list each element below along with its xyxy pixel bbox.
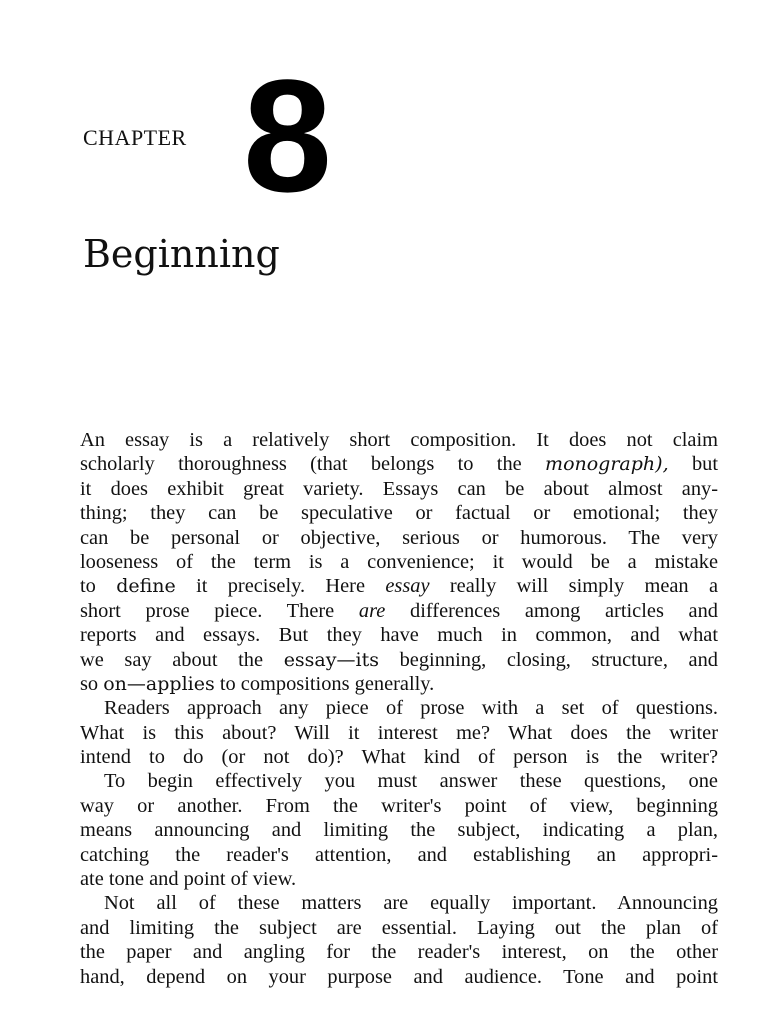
paragraph-4-line-1: Not all of these matters are equally important. Announcing: [104, 892, 718, 915]
italic-term-are: are: [358, 599, 386, 622]
paragraph-4-line-2: and limiting the subject are essential. Laying out the plan of: [80, 916, 718, 939]
paragraph-1-line-5: can be personal or objective, serious or humorous. The very: [80, 526, 718, 549]
paragraph-3-line-5: ate tone and point of view.: [80, 868, 297, 891]
paragraph-1-line-6: looseness of the term is a convenience; it would be a mistake: [80, 550, 718, 573]
paragraph-3-line-3: means announcing and limiting the subject, indicating a plan,: [80, 819, 718, 842]
paragraph-1-line-3: it does exhibit great variety. Essays can be about almost any-: [80, 477, 718, 500]
paragraph-2-line-2: What is this about? Will it interest me? What does the writer: [80, 721, 718, 744]
body-text: [80, 428, 718, 989]
paragraph-1-line-2: [80, 452, 718, 476]
paragraph-1-line-11: [80, 672, 718, 696]
term-essay-its: essay—its: [283, 648, 379, 671]
paragraph-4-line-4: hand, depend on your purpose and audience. Tone and point: [80, 965, 718, 988]
paragraph-1-line-1: An essay is a relatively short composition. It does not claim: [80, 429, 718, 451]
paragraph-3-line-2: way or another. From the writer's point of view, beginning: [80, 794, 718, 817]
paragraph-3-line-4: catching the reader's attention, and establishing an appropri-: [80, 843, 718, 866]
paragraph-1-line-4: thing; they can be speculative or factual or emotional; they: [80, 502, 718, 525]
paragraph-2-line-1: Readers approach any piece of prose with a set of questions.: [104, 697, 718, 720]
paragraph-1-line-9: reports and essays. But they have much in common, and what: [80, 624, 718, 647]
text-span: it precisely. Here: [175, 575, 386, 598]
text-span: to: [80, 575, 117, 598]
paragraph-1-line-10: [80, 648, 718, 672]
paragraph-1-line-8: [80, 599, 718, 623]
text-span: but: [668, 453, 718, 476]
italic-term-monograph: monograph),: [545, 453, 669, 476]
paragraph-1-line-7: [80, 574, 718, 598]
chapter-number: 8: [243, 46, 332, 225]
text-span: really will simply mean a: [429, 575, 718, 598]
paragraph-4-line-3: the paper and angling for the reader's interest, on the other: [80, 941, 718, 964]
text-span: we say about the: [80, 648, 284, 671]
paragraph-3-line-1: To begin effectively you must answer these questions, one: [104, 770, 718, 793]
text-span: so: [80, 672, 104, 695]
chapter-label: CHAPTER: [83, 125, 187, 150]
italic-term-essay: essay: [385, 575, 430, 598]
paragraph-2-line-3: intend to do (or not do)? What kind of person is the writer?: [80, 746, 718, 769]
text-span: to compositions generally.: [214, 672, 435, 695]
text-span: beginning, closing, structure, and: [378, 648, 719, 671]
chapter-title: Beginning: [83, 232, 280, 276]
text-span: short prose piece. There: [80, 599, 359, 622]
term-on-applies: on—applies: [103, 672, 215, 695]
text-span: differences among articles and: [385, 599, 718, 622]
term-define: define: [116, 575, 176, 598]
text-span: scholarly thoroughness (that belongs to the: [80, 453, 546, 476]
